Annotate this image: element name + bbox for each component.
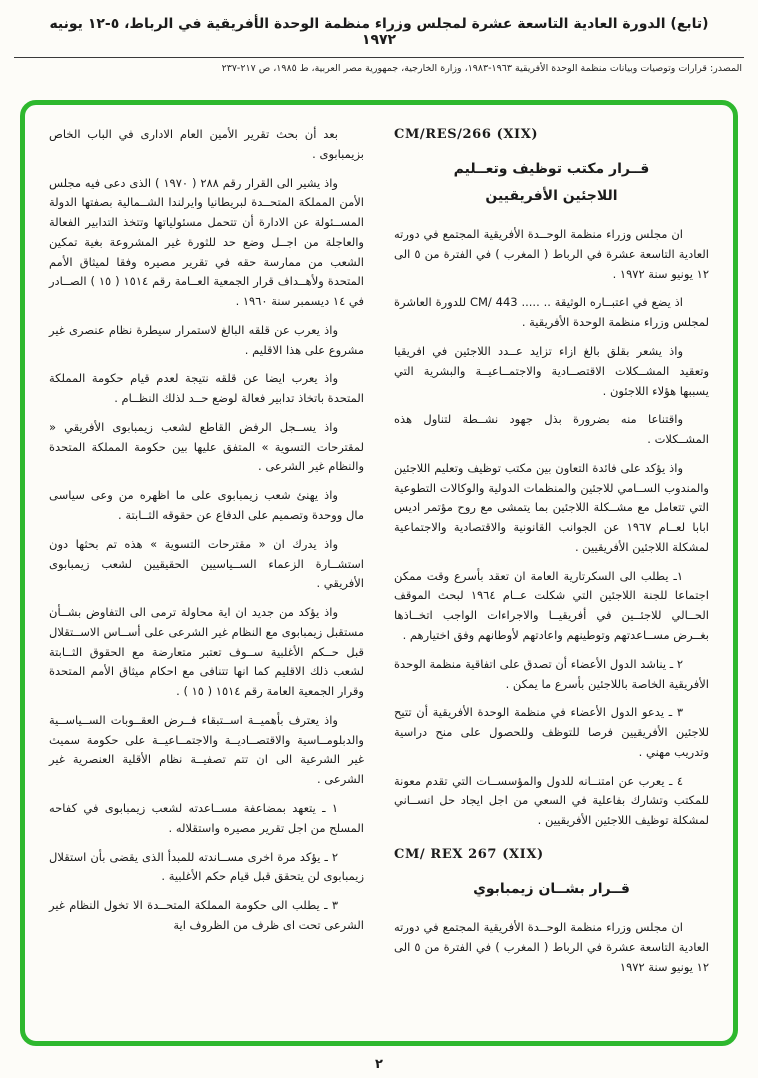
content-frame (20, 100, 738, 1046)
paragraph: واقتناعا منه بضرورة بذل جهود نشــطة لتناول هذه المشــكلات . (394, 412, 709, 447)
paragraph: ٢ ـ يناشد الدول الأعضاء أن تصدق على اتفاقية منظمة الوحدة الأفريقية الخاصة باللاجئين بأسرع ما يمكن . (394, 656, 709, 691)
paragraph: اذ يضع في اعتبــاره الوثيقة .. ..... ‎CM/ 443‎ للدورة العاشرة لمجلس وزراء منظمة الوحدة الأفريقية . (394, 295, 709, 330)
paragraph: بعد أن بحث تقرير الأمين العام الادارى في الباب الخاص بزيمبابوى . (49, 127, 364, 161)
paragraph: واذ يعترف بأهميــة اســتبقاء فــرض العقــوبات الســياســية والدبلومــاسية والاقتصــاديــة والاجتمــاعيــة على حكومة سميث غير الشرعية الى ان تتم تصفيــة نظام الأقلية العنصرية غير الشرعى . (49, 712, 364, 787)
paragraph: ٣ ـ يطلب الى حكومة المملكة المتحــدة الا تخول النظام غير الشرعى تحت اى ظرف من الظروف اية (49, 898, 364, 932)
page-footer (0, 1053, 758, 1072)
resolution-267-continuation (49, 125, 364, 936)
page-header (0, 0, 758, 74)
paragraph: ١ـ يطلب الى السكرتارية العامة ان تعقد بأسرع وقت ممكن اجتماعا للجنة اللاجئين التي شكلت عــام ١٩٦٤ لبحث الموقف الحــالي للاجئــين في أفريقيــا والاجراءات الواجب اتخــاذها بغــرض مســاعدتهم وتوطينهم واعادتهم لأوطانهم وفق اختيارهم . (394, 568, 709, 642)
paragraph: ٣ ـ يدعو الدول الأعضاء في منظمة الوحدة الأفريقية أن تتيح للاجئين الأفريقيين فرصا للتوظف وللحصول على منح دراسية وتدريب مهني . (394, 705, 709, 759)
paragraph: واذ يعرب ايضا عن قلقه نتيجة لعدم قيام حكومة المملكة المتحدة باتخاذ تدابير فعالة لوضع حــد لذلك النظــام . (49, 371, 364, 406)
header-title: (تابع) الدورة العادية التاسعة عشرة لمجلس وزراء منظمة الوحدة الأفريقية في الرباط، ٥-١٢ يونيه ١٩٧٢ (49, 16, 709, 48)
resolution-267-body (394, 918, 709, 977)
source-citation: المصدر: قرارات وتوصيات وبيانات منظمة الوحدة الأفريقية ١٩٦٣-١٩٨٣، وزارة الخارجية، جمهورية مصر العربية، ط ١٩٨٥، ص ٢١٧-٢٣٧ (221, 63, 742, 74)
resolution-title-266 (394, 156, 709, 209)
paragraph: ان مجلس وزراء منظمة الوحــدة الأفريقية المجتمع في دورته العادية التاسعة عشرة في الرباط ( المغرب ) في الفترة من ٥ الى ١٢ يونيو سنة ١٩٧٢ (394, 920, 709, 974)
paragraph: واذ يعرب عن قلقه البالغ لاستمرار سيطرة نظام عنصرى غير مشروع على هذا الاقليم . (49, 322, 364, 357)
header-divider (14, 57, 744, 58)
paragraph: ان مجلس وزراء منظمة الوحــدة الأفريقية المجتمع في دورته العادية التاسعة عشرة في الرباط ( المغرب ) في الفترة من ٥ الى ١٢ يونيو سنة ١٩٧٢ . (394, 227, 709, 281)
resolution-title-266-line1: قــرار مكتب توظيف وتعــليم (453, 161, 650, 177)
paragraph: واذ يشير الى القرار رقم ٢٨٨ ( ١٩٧٠ ) الذى دعى فيه مجلس الأمن المملكة المتحــدة لبريطانيا وايرلندا الشــمالية بصفتها الدولة المســئولة عن الادارة أن تتحمل مسئولياتها وتتخذ التدابير الفعالة والعاجلة من اجــل وضع حد للثورة غير المشروعة بغية تمكين الشعب من ممارسة حقه في تقرير مصيره وفقا لميثاق الأمم المتحدة ولأهــداف قرار الجمعية العــامة رقم ١٥١٤ ( ١٥ ) الصــادر في ١٤ ديسمبر سنة ١٩٦٠ . (49, 175, 364, 309)
two-column-layout (49, 125, 709, 1027)
paragraph: واذ يؤكد من جديد ان اية محاولة ترمى الى التفاوض بشــأن مستقبل زيمبابوى مع النظام غير الشرعى على أســاس الاســتقلال قبل حــكم الأغلبية ســوف تعتبر متعارضة مع الحقوق الثــابتة لشعب ذلك الاقليم كما انها تتنافى مع احكام ميثاق الأمم المتحدة وقرار الجمعية العامة رقم ١٥١٤ ( ١٥ ) . (49, 605, 364, 699)
page-number: ٢ (375, 1057, 383, 1072)
paragraph: ٤ ـ يعرب عن امتنــانه للدول والمؤسســات التي تقدم معونة للمكتب وتشارك بفاعلية في السعي من اجل ايجاد حل انســاني لمشكلة توظيف اللاجئين الأفريقيين . (394, 773, 709, 828)
paragraph: واذ يشعر بقلق بالغ ازاء تزايد عــدد اللاجئين في افريقيا وتعقيد المشــكلات الاقتصــادية والاجتمــاعيــة والبشرية التي يسببها هؤلاء اللاجئون . (394, 344, 709, 398)
column-left (49, 125, 364, 1027)
resolution-ref-267: CM/ REX 267 (XIX) (394, 846, 544, 862)
paragraph: واذ يدرك ان « مقترحات التسوية » هذه تم بحثها دون استشــارة الزعماء الســياسيين الحقيقيين لشعب زيمبابوى الأفريقي . (49, 536, 364, 591)
paragraph: واذ يســجل الرفض القاطع لشعب زيمبابوى الأفريقي « لمقترحات التسوية » المتفق عليها بين حكومة المملكة المتحدة والنظام غير الشرعى . (49, 419, 364, 474)
paragraph: ١ ـ يتعهد بمضاعفة مســاعدته لشعب زيمبابوى في كفاحه المسلح من اجل تقرير مصيره واستقلاله . (49, 800, 364, 835)
resolution-266-body (394, 225, 709, 831)
paragraph: واذ يهنئ شعب زيمبابوى على ما اظهره من وعى سياسى مال ووحدة وتصميم على الدفاع عن حقوقه الثــابتة . (49, 488, 364, 523)
paragraph: واذ يؤكد على فائدة التعاون بين مكتب توظيف وتعليم اللاجئين والمندوب الســامي للاجئين والمنظمات الدولية والوكالات التطوعية التي تتعامل مع مشــكلة اللاجئين بما يتمشى مع روح مؤتمر اديس ابابا لعــام ١٩٦٧ عن الجوانب القانونية والاقتصادية والاجتماعية لمشكلة اللاجئين الأفريقيين . (394, 460, 709, 554)
resolution-title-266-line2: اللاجئين الأفريقيين (485, 187, 618, 204)
paragraph: ٢ ـ يؤكد مرة اخرى مســاندته للمبدأ الذى يقضى بأن استقلال زيمبابوى لن يتحقق قبل قيام حكم الأغلبية . (49, 849, 364, 884)
column-right (394, 125, 709, 1027)
resolution-ref-266: CM/RES/266 (XIX) (394, 127, 539, 142)
resolution-title-267: قــرار بشــان زيمبابوي (473, 880, 630, 897)
